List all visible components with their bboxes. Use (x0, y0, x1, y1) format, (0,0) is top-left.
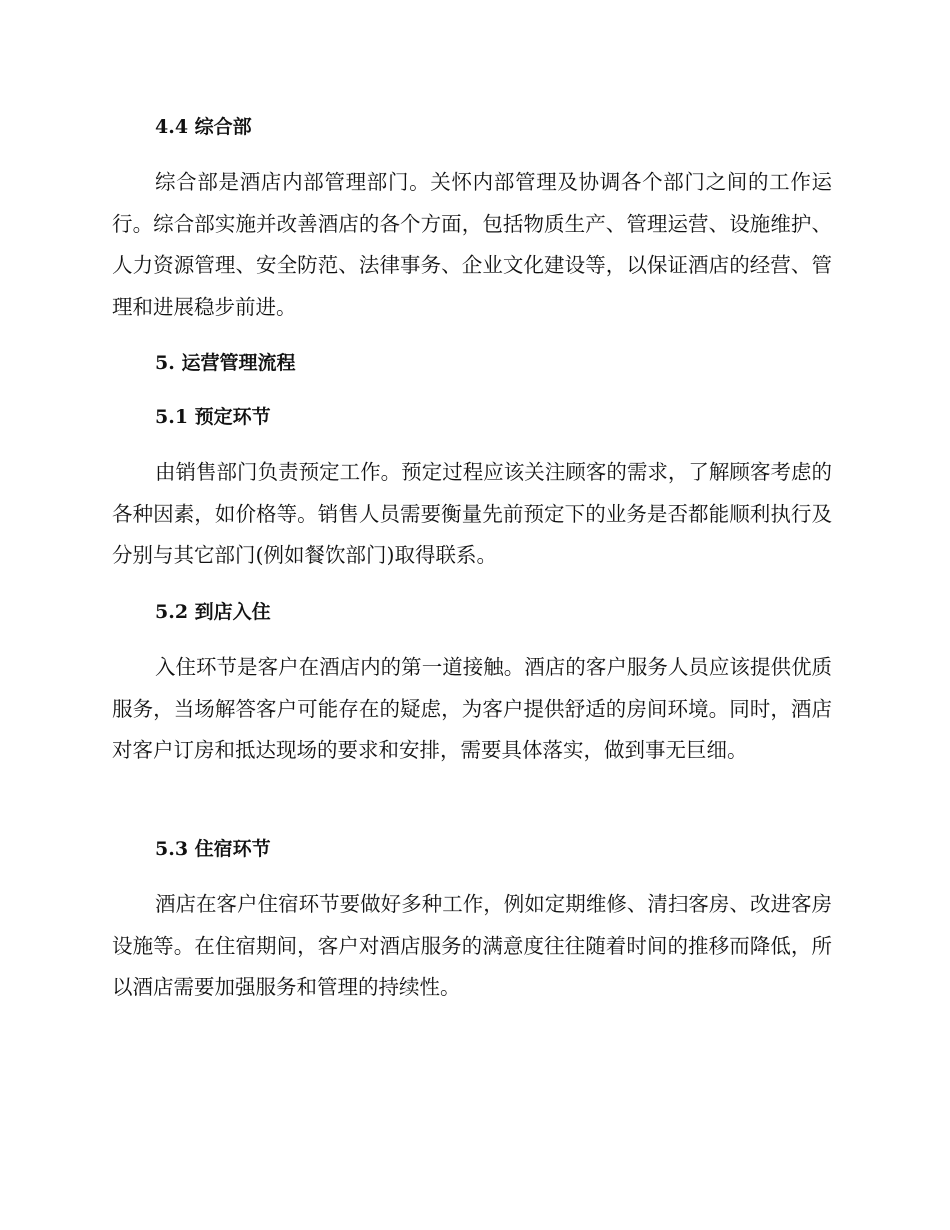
section-heading-5-1: 5.1 预定环节 (155, 406, 271, 428)
section-paragraph-5-3: 酒店在客户住宿环节要做好多种工作，例如定期维修、清扫客房、改进客房设施等。在住宿期间，客户对酒店服务的满意度往往随着时间的推移而降低，所以酒店需要加强服务和管理的持续性。 (112, 892, 832, 999)
section-heading-5-2: 5.2 到店入住 (155, 601, 271, 623)
section-paragraph-5-2: 入住环节是客户在酒店内的第一道接触。酒店的客户服务人员应该提供优质服务，当场解答客户可能存在的疑虑，为客户提供舒适的房间环境。同时，酒店对客户订房和抵达现场的要求和安排，需要具体落实，做到事无巨细。 (112, 655, 832, 762)
section-heading-4-4: 4.4 综合部 (155, 116, 252, 138)
section-heading-5-3: 5.3 住宿环节 (155, 838, 271, 860)
section-paragraph-5-1: 由销售部门负责预定工作。预定过程应该关注顾客的需求，了解顾客考虑的各种因素，如价格等。销售人员需要衡量先前预定下的业务是否都能顺利执行及分别与其它部门(例如餐饮部门)取得联系。 (112, 460, 832, 567)
section-heading-5: 5. 运营管理流程 (155, 352, 296, 374)
section-paragraph-4-4: 综合部是酒店内部管理部门。关怀内部管理及协调各个部门之间的工作运行。综合部实施并改善酒店的各个方面，包括物质生产、管理运营、设施维护、人力资源管理、安全防范、法律事务、企业文化建设等，以保证酒店的经营、管理和进展稳步前进。 (112, 170, 832, 319)
